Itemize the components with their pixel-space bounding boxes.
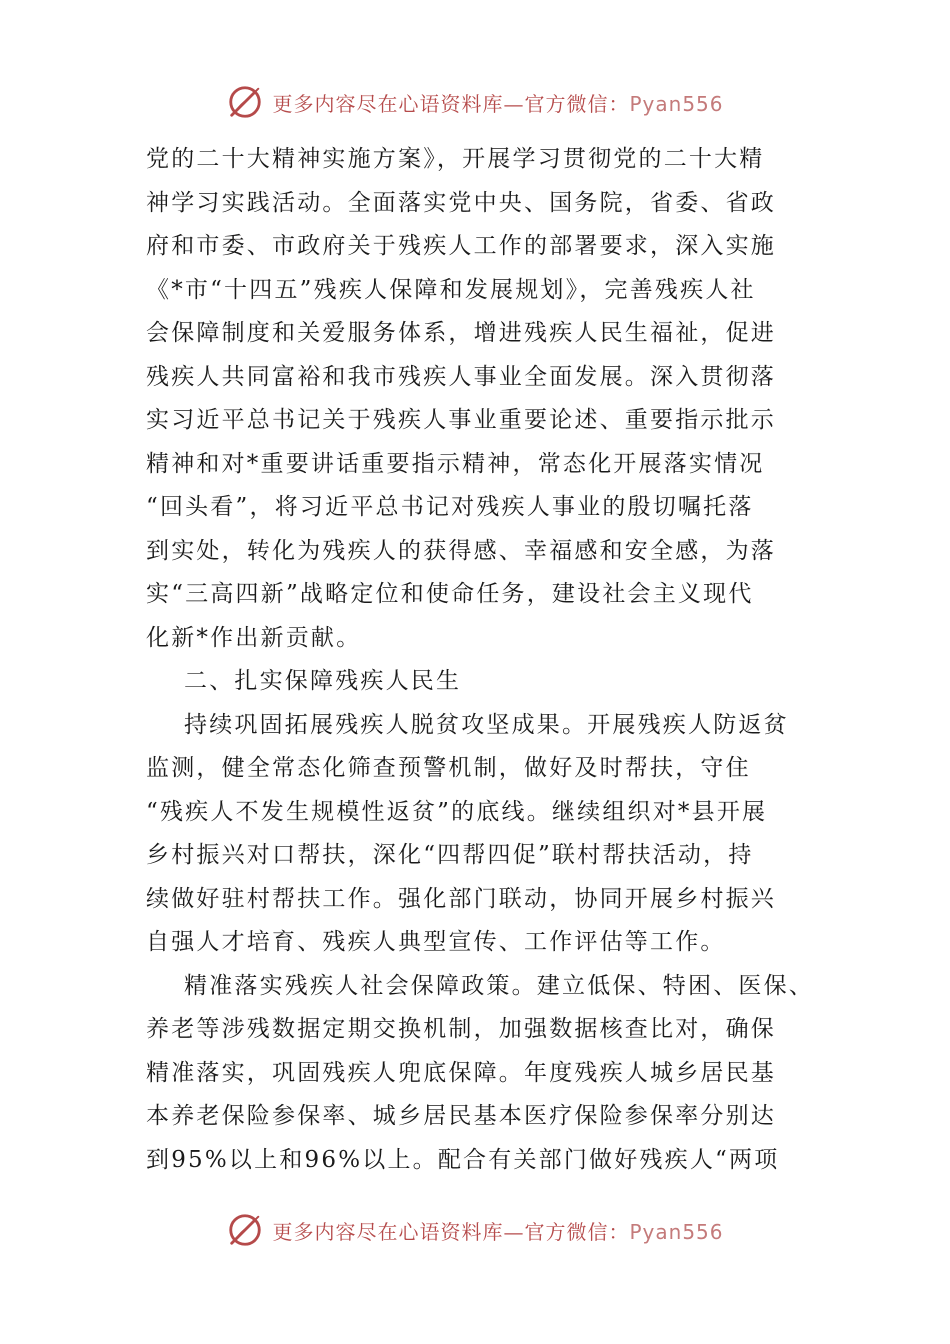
text-line: 府和市委、市政府关于残疾人工作的部署要求，深入实施 [146,233,776,259]
text-line: 实“三高四新”战略定位和使命任务，建设社会主义现代 [146,581,754,607]
text-line: 神学习实践活动。全面落实党中央、国务院，省委、省政 [146,189,776,216]
paragraph-start-line: 精准落实残疾人社会保障政策。建立低保、特困、医保、 [184,972,814,999]
text-line: “残疾人不发生规模性返贫”的底线。继续组织对*县开展 [146,798,768,825]
header-watermark-banner [0,80,950,124]
text-line: 会保障制度和关爱服务体系，增进残疾人民生福祉，促进 [146,320,776,346]
text-line: 残疾人共同富裕和我市残疾人事业全面发展。深入贯彻落 [146,363,776,390]
footer-watermark-banner [0,1208,950,1252]
paragraph-start-line: 持续巩固拓展残疾人脱贫攻坚成果。开展残疾人防返贫 [184,711,789,738]
text-line: 到95%以上和96%以上。配合有关部门做好残疾人“两项 [146,1146,780,1173]
pen-circle-logo-icon [226,83,264,121]
footer-wechat-id: Pyan556 [629,1219,724,1244]
text-line: 精准落实，巩固残疾人兜底保障。年度残疾人城乡居民基 [146,1059,776,1086]
section-heading: 二、扎实保障残疾人民生 [184,668,462,694]
footer-watermark-text [272,1216,723,1245]
text-line: 续做好驻村帮扶工作。强化部门联动，协同开展乡村振兴 [146,885,776,912]
body-text [146,138,814,1182]
text-line: 自强人才培育、残疾人典型宣传、工作评估等工作。 [146,929,726,955]
text-line: 养老等涉残数据定期交换机制，加强数据核查比对，确保 [146,1016,776,1042]
text-line: 到实处，转化为残疾人的获得感、幸福感和安全感，为落 [146,537,776,564]
text-line: 本养老保险参保率、城乡居民基本医疗保险参保率分别达 [146,1103,776,1129]
text-line: 实习近平总书记关于残疾人事业重要论述、重要指示批示 [146,407,776,433]
header-wechat-id: Pyan556 [629,91,724,116]
footer-watermark-label: 更多内容尽在心语资料库—官方微信： [272,1219,630,1244]
text-line: “回头看”，将习近平总书记对残疾人事业的殷切嘱托落 [146,494,754,520]
text-line: 乡村振兴对口帮扶，深化“四帮四促”联村帮扶活动，持 [146,842,754,868]
text-line: 化新*作出新贡献。 [146,624,362,651]
text-line: 监测，健全常态化筛查预警机制，做好及时帮扶，守住 [146,755,751,781]
text-line: 党的二十大精神实施方案》，开展学习贯彻党的二十大精 [146,146,765,172]
header-watermark-label: 更多内容尽在心语资料库—官方微信： [272,91,630,116]
pen-circle-logo-icon [226,1211,264,1249]
header-watermark-text [272,88,723,117]
text-line: 《*市“十四五”残疾人保障和发展规划》，完善残疾人社 [146,276,756,303]
text-line: 精神和对*重要讲话重要指示精神，常态化开展落实情况 [146,450,765,477]
